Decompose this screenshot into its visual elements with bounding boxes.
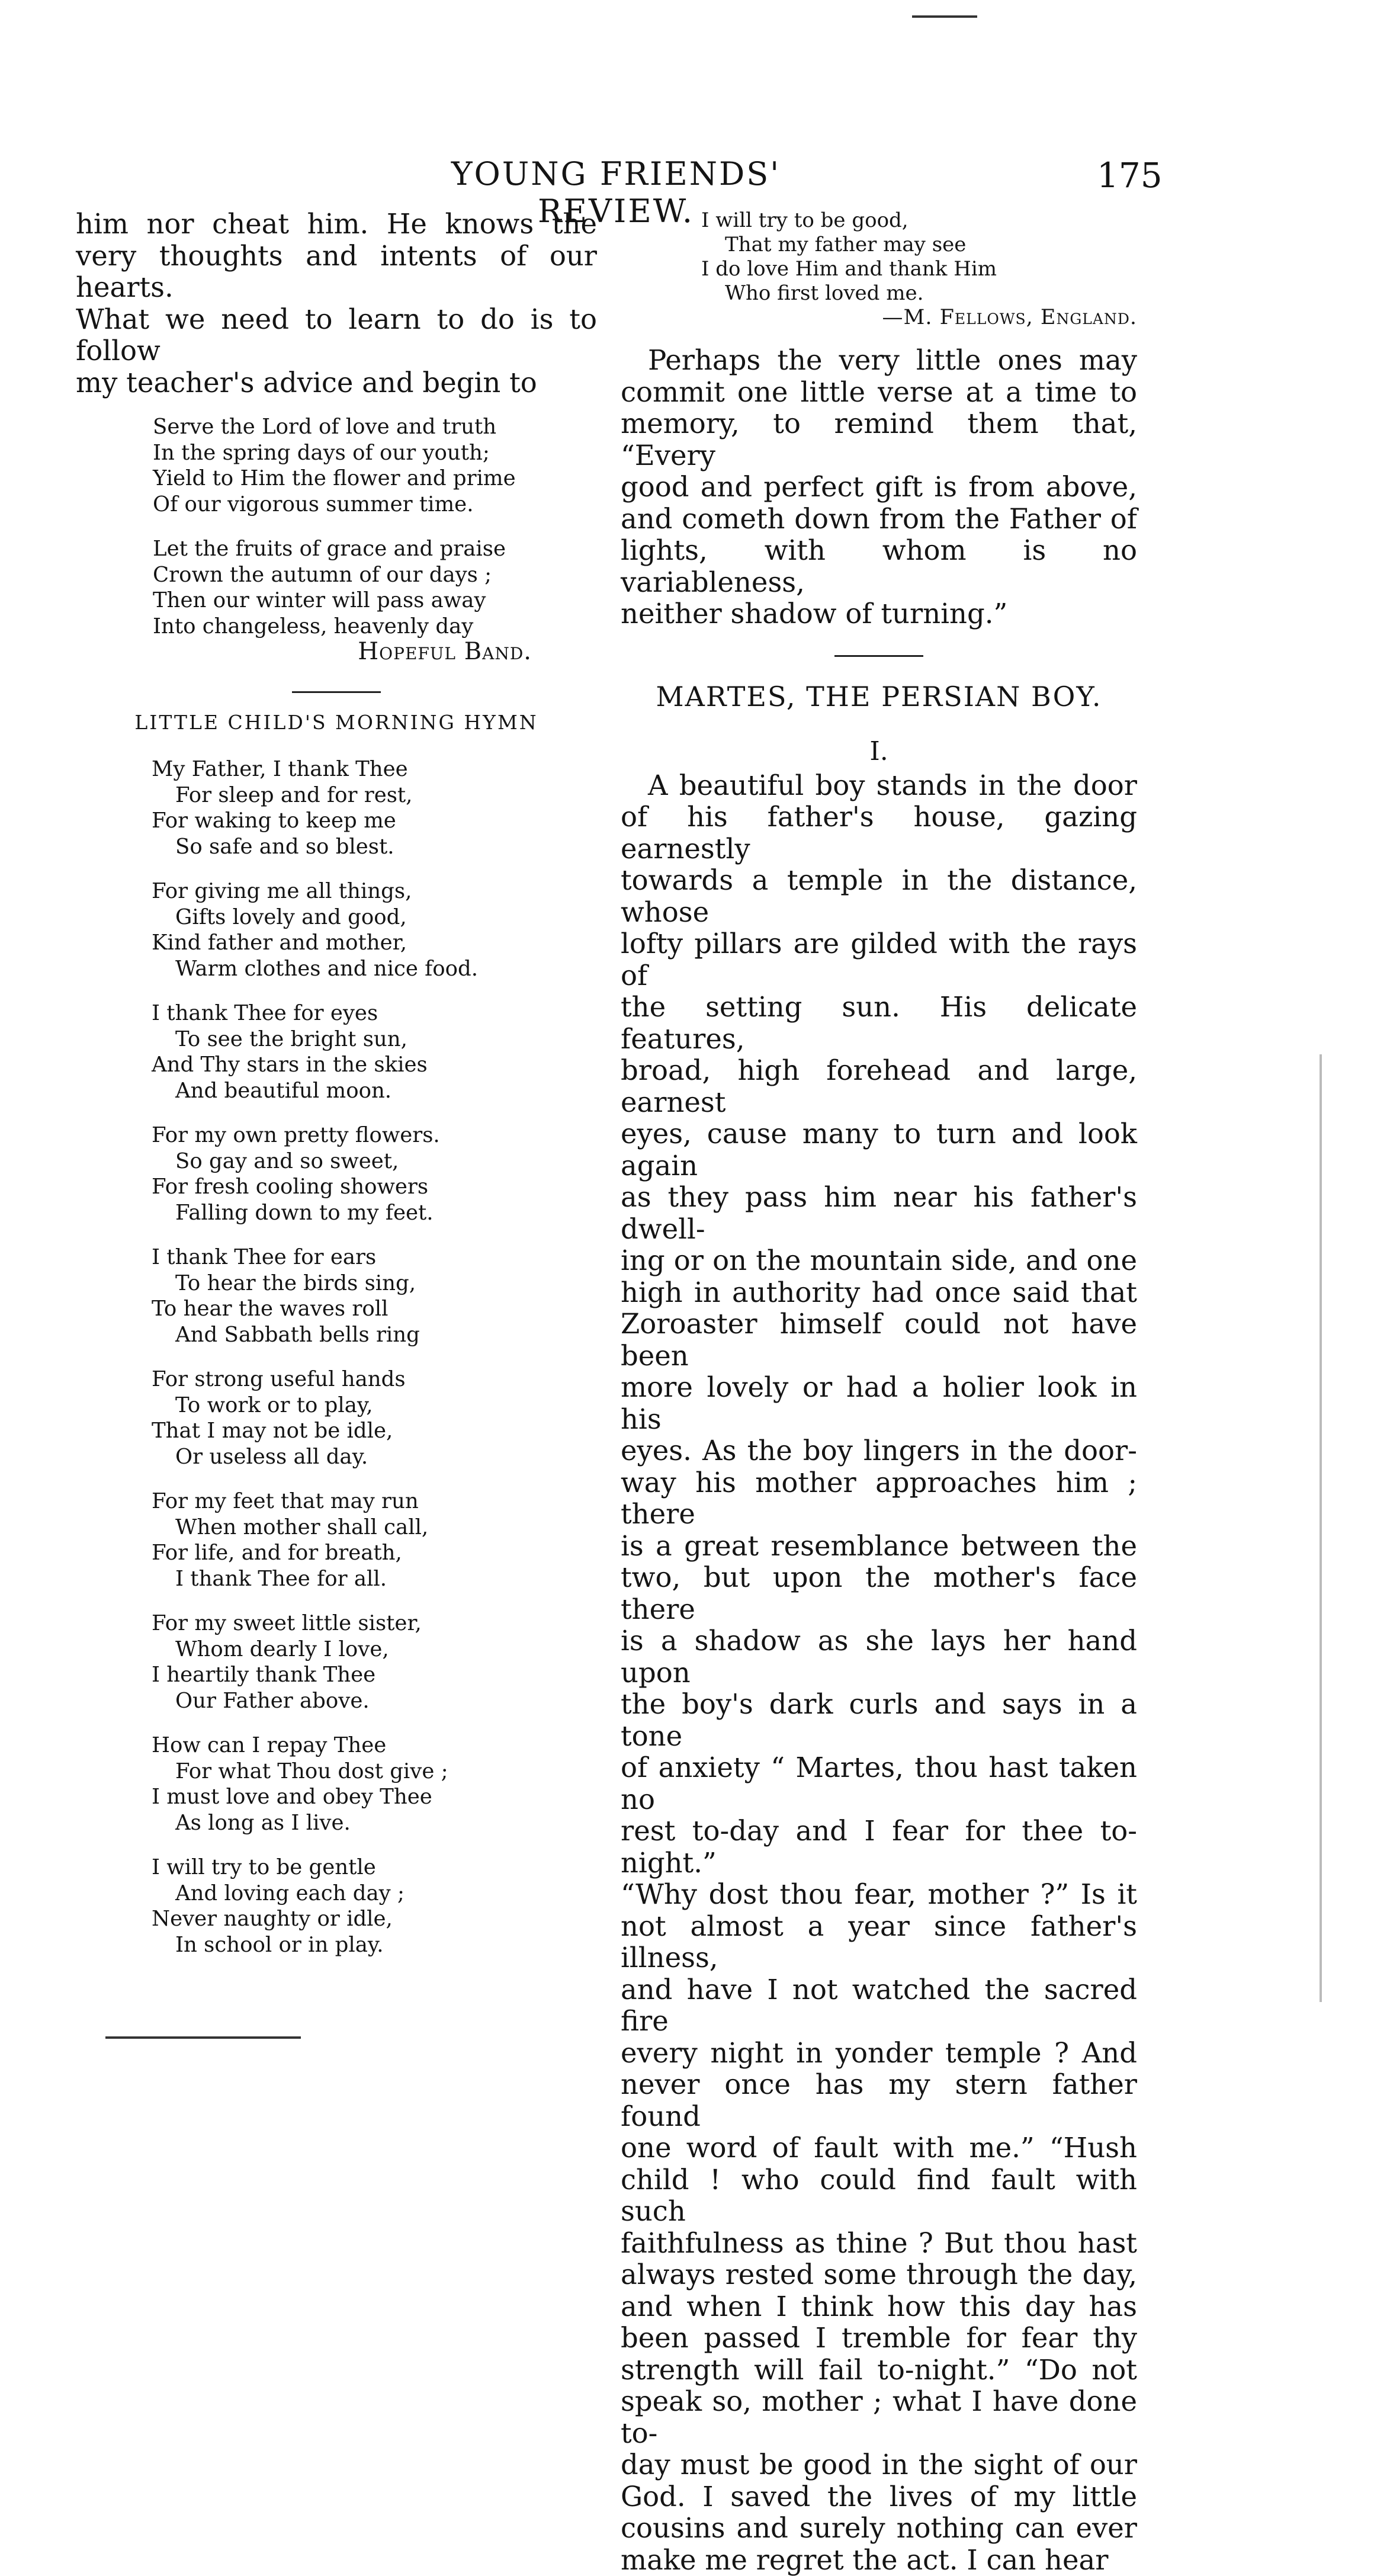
verse-line: Never naughty or idle, (152, 1906, 597, 1932)
text-line: memory, to remind them that, “Every (621, 408, 1137, 471)
verse-line: For my sweet little sister, (152, 1611, 597, 1637)
perhaps-paragraph (621, 345, 1137, 630)
text-line: neither shadow of turning.” (621, 598, 1137, 630)
verse-line: I do love Him and thank Him (701, 257, 1137, 281)
section-divider (834, 655, 923, 657)
verse-line: Of our vigorous summer time. (153, 492, 597, 518)
page-number: 175 (1097, 155, 1163, 195)
verse-line: Crown the autumn of our days ; (153, 562, 597, 588)
hymn-final-stanza (621, 208, 1137, 306)
verse-line: For my feet that may run (152, 1489, 597, 1515)
text-line: broad, high forehead and large, earnest (621, 1055, 1137, 1118)
text-line: towards a temple in the distance, whose (621, 865, 1137, 928)
text-line: rest to-day and I fear for thee to-night.” (621, 1815, 1137, 1879)
verse-line: I thank Thee for ears (152, 1244, 597, 1271)
text-line: A beautiful boy stands in the door (621, 770, 1137, 802)
hymn-stanza (152, 1122, 597, 1226)
verse-line: I will try to be gentle (152, 1855, 597, 1881)
text-line: and when I think how this day has (621, 2291, 1137, 2323)
poem-serve-the-lord (76, 414, 597, 639)
verse-line: I must love and obey Thee (152, 1784, 597, 1810)
verse-line: My Father, I thank Thee (152, 756, 597, 782)
verse-line: In school or in play. (152, 1932, 597, 1958)
verse-line: Serve the Lord of love and truth (153, 414, 597, 440)
text-line: and cometh down from the Father of (621, 503, 1137, 535)
text-line: child ! who could find fault with such (621, 2164, 1137, 2228)
verse-line: Or useless all day. (152, 1444, 597, 1470)
verse-line: For giving me all things, (152, 878, 597, 904)
text-line: the boy's dark curls and says in a tone (621, 1689, 1137, 1752)
text-line: faithfulness as thine ? But thou hast (621, 2228, 1137, 2260)
verse-line: That I may not be idle, (152, 1418, 597, 1444)
text-line: my teacher's advice and begin to (76, 367, 597, 399)
verse-line: Whom dearly I love, (152, 1637, 597, 1663)
text-line: not almost a year since father's illness, (621, 1911, 1137, 1974)
text-line: is a shadow as she lays her hand upon (621, 1625, 1137, 1689)
text-line: always rested some through the day, (621, 2259, 1137, 2291)
text-line: What we need to learn to do is to follow (76, 304, 597, 367)
poem-stanza (153, 536, 597, 639)
text-line: the setting sun. His delicate features, (621, 992, 1137, 1055)
verse-line: For strong useful hands (152, 1366, 597, 1393)
poem-signature: Hopeful Band. (76, 638, 597, 665)
text-line: two, but upon the mother's face there (621, 1562, 1137, 1625)
text-line: of anxiety “ Martes, thou hast taken no (621, 1752, 1137, 1815)
story-text (621, 770, 1137, 2576)
text-line: commit one little verse at a time to (621, 377, 1137, 409)
verse-line: In the spring days of our youth; (153, 440, 597, 466)
text-line: eyes. As the boy lingers in the door- (621, 1435, 1137, 1467)
hymn-title: LITTLE CHILD'S MORNING HYMN (76, 711, 597, 734)
hymn-stanza (152, 1244, 597, 1348)
section-divider (292, 691, 381, 693)
story-title: MARTES, THE PERSIAN BOY. (621, 681, 1137, 713)
verse-line: Then our winter will pass away (153, 588, 597, 614)
verse-line: Our Father above. (152, 1688, 597, 1714)
text-line: more lovely or had a holier look in his (621, 1372, 1137, 1435)
verse-line: To hear the waves roll (152, 1296, 597, 1322)
hymn-stanza (152, 878, 597, 981)
text-line: of his father's house, gazing earnestly (621, 801, 1137, 865)
verse-line: That my father may see (701, 233, 1137, 257)
verse-line: As long as I live. (152, 1810, 597, 1836)
poem-stanza (153, 414, 597, 517)
text-line: speak so, mother ; what I have done to- (621, 2386, 1137, 2449)
bottom-scan-mark (105, 2036, 301, 2039)
verse-line: And Sabbath bells ring (152, 1322, 597, 1348)
text-line: lights, with whom is no variableness, (621, 535, 1137, 598)
verse-line: I heartily thank Thee (152, 1662, 597, 1688)
text-line: high in authority had once said that (621, 1277, 1137, 1309)
text-line: Perhaps the very little ones may (621, 345, 1137, 377)
text-line: day must be good in the sight of our (621, 2449, 1137, 2481)
verse-line: Who first loved me. (701, 281, 1137, 306)
text-line: every night in yonder temple ? And (621, 2038, 1137, 2070)
verse-line: For sleep and for rest, (152, 782, 597, 809)
verse-line: For fresh cooling showers (152, 1174, 597, 1200)
text-line: ing or on the mountain side, and one (621, 1245, 1137, 1277)
verse-line: For waking to keep me (152, 808, 597, 834)
verse-line: Kind father and mother, (152, 930, 597, 956)
verse-line: For life, and for breath, (152, 1540, 597, 1566)
verse-line: When mother shall call, (152, 1515, 597, 1541)
verse-line: Into changeless, heavenly day (153, 614, 597, 640)
verse-line: For my own pretty flowers. (152, 1122, 597, 1149)
text-line: way his mother approaches him ; there (621, 1467, 1137, 1531)
text-line: never once has my stern father found (621, 2069, 1137, 2132)
verse-line: So safe and so blest. (152, 834, 597, 860)
text-line: cousins and surely nothing can ever (621, 2513, 1137, 2545)
text-line: one word of fault with me.” “Hush (621, 2132, 1137, 2164)
text-line: been passed I tremble for fear thy (621, 2322, 1137, 2354)
text-line: eyes, cause many to turn and look again (621, 1118, 1137, 1182)
text-line: is a great resemblance between the (621, 1531, 1137, 1563)
text-line: strength will fail to-night.” “Do not (621, 2354, 1137, 2386)
text-line: Zoroaster himself could not have been (621, 1308, 1137, 1372)
verse-line: To hear the birds sing, (152, 1271, 597, 1297)
right-column (621, 208, 1137, 2576)
running-header: YOUNG FRIENDS' REVIEW. (379, 155, 853, 230)
text-line: God. I saved the lives of my little (621, 2481, 1137, 2513)
verse-line: And beautiful moon. (152, 1078, 597, 1104)
top-scan-mark (912, 15, 977, 18)
verse-line: To see the bright sun, (152, 1026, 597, 1053)
story-section-number: I. (621, 736, 1137, 766)
verse-line: Warm clothes and nice food. (152, 956, 597, 982)
intro-paragraph (76, 208, 597, 399)
text-line: as they pass him near his father's dwell- (621, 1182, 1137, 1245)
verse-line: Gifts lovely and good, (152, 904, 597, 931)
hymn-signature: —M. Fellows, England. (621, 306, 1137, 329)
verse-line: I thank Thee for all. (152, 1566, 597, 1592)
verse-line: And Thy stars in the skies (152, 1052, 597, 1078)
left-column (76, 208, 597, 1958)
verse-line: And loving each day ; (152, 1881, 597, 1907)
verse-line: Yield to Him the flower and prime (153, 466, 597, 492)
verse-line: So gay and so sweet, (152, 1149, 597, 1175)
hymn-stanza (152, 1611, 597, 1714)
verse-line: To work or to play, (152, 1393, 597, 1419)
verse-line: How can I repay Thee (152, 1733, 597, 1759)
text-line: lofty pillars are gilded with the rays of (621, 928, 1137, 992)
hymn-stanza (152, 1733, 597, 1836)
hymn-stanza (152, 1366, 597, 1470)
morning-hymn (76, 756, 597, 1958)
margin-scan-noise (1320, 1054, 1322, 2002)
text-line: very thoughts and intents of our hearts. (76, 240, 597, 304)
text-line: good and perfect gift is from above, (621, 471, 1137, 503)
hymn-stanza (152, 1855, 597, 1958)
text-line: make me regret the act. I can hear (621, 2545, 1137, 2576)
verse-line: I thank Thee for eyes (152, 1000, 597, 1026)
verse-line: I will try to be good, (701, 208, 1137, 233)
text-line: and have I not watched the sacred fire (621, 1974, 1137, 2038)
hymn-stanza (152, 1489, 597, 1592)
verse-line: Let the fruits of grace and praise (153, 536, 597, 562)
verse-line: Falling down to my feet. (152, 1200, 597, 1226)
hymn-stanza (152, 756, 597, 859)
hymn-stanza (152, 1000, 597, 1103)
text-line: “Why dost thou fear, mother ?” Is it (621, 1879, 1137, 1911)
text-line: him nor cheat him. He knows the (76, 208, 597, 240)
verse-line: For what Thou dost give ; (152, 1759, 597, 1785)
